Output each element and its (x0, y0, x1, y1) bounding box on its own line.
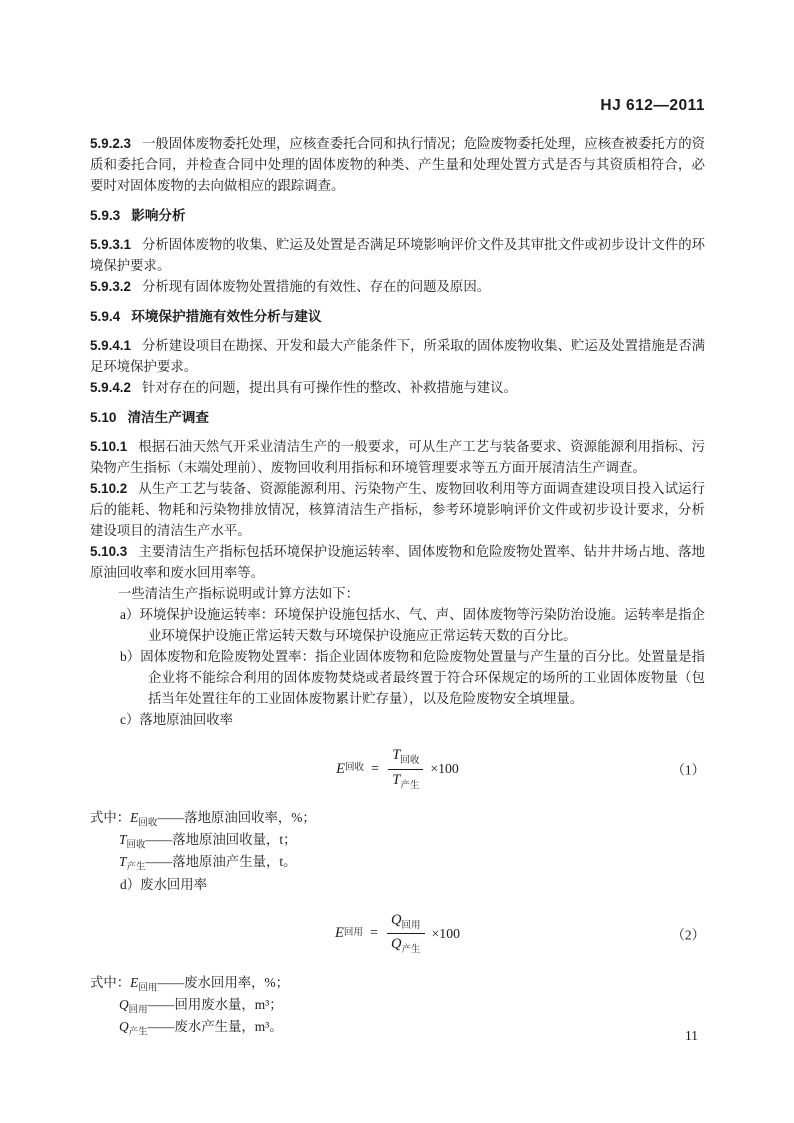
section-number: 5.9.2.3 (90, 136, 131, 151)
section-heading: 5.9.3 影响分析 (90, 208, 186, 223)
doc-code: HJ 612—2011 (600, 97, 705, 114)
equation (90, 743, 705, 795)
list-item: d）废水回用率 (120, 876, 208, 892)
math-subscript: 回收 (345, 763, 365, 774)
section-number: 5.9.4.2 (90, 380, 131, 395)
paragraph: 5.9.4.2 针对存在的问题，提出具有可操作性的整改、补救措施与建议。 (90, 380, 517, 395)
math-subscript: 产生 (400, 780, 420, 791)
paragraph: 5.9.4.1 分析建设项目在勘探、开发和最大产能条件下，所采取的固体废物收集、贮运及处置措施是否满足环境保护要求。 (90, 338, 705, 374)
paragraph: 5.9.3.1 分析固体废物的收集、贮运及处置是否满足环境影响评价文件及其审批文件或初步设计文件的环境保护要求。 (90, 237, 705, 273)
math-symbol: Q (119, 996, 129, 1012)
section-number: 5.9.3 (90, 208, 121, 223)
list-item: c）落地原油回收率 (120, 712, 234, 727)
fraction (388, 747, 423, 791)
math-subscript: 产生 (401, 944, 421, 955)
list-marker: c） (120, 712, 140, 727)
list-marker: a） (120, 607, 140, 622)
math-symbol: Q (391, 936, 402, 953)
equals-sign: = (369, 925, 379, 942)
section-number: 5.10.1 (90, 439, 128, 454)
definition-prefix: 式中： (90, 974, 131, 990)
fraction (387, 912, 425, 956)
definition-line: $Q_{产生}——$废水产生量，m³。 (119, 1018, 283, 1038)
math-subscript: 回收 (126, 840, 146, 851)
list-item: b）固体废物和危险废物处置率：指企业固体废物和危险废物处置量与产生量的百分比。处置量是指企业将不能综合利用的固体废物焚烧或者最终置于符合环保规定的场所的工业固体废物量（包括当年处置往年的工业固体废物累计贮存量），以及危险废物安全填埋量。 (120, 649, 705, 706)
fraction-denominator (388, 770, 423, 791)
list-item: a）环境保护设施运转率：环境保护设施包括水、气、声、固体废物等污染防治设施。运转率是指企业环境保护设施正常运转天数与环境保护设施应正常运转天数的百分比。 (120, 607, 706, 643)
math-subscript: 回用 (343, 927, 363, 938)
equation-body (336, 747, 459, 791)
fraction-numerator (387, 912, 425, 934)
section-number: 5.9.3.1 (90, 237, 131, 252)
definition-line: $T_{回收}——$落地原油回收量，t； (119, 832, 297, 851)
math-subscript: 回用 (401, 920, 421, 931)
math-symbol: E (336, 760, 346, 777)
definition-prefix: 式中： (90, 810, 131, 825)
list-marker: b） (120, 649, 141, 664)
math-symbol: T (392, 771, 401, 788)
math-symbol: E (130, 974, 139, 990)
equation-number: （1） (671, 762, 705, 778)
paragraph: 5.9.2.3 一般固体废物委托处理，应核查委托合同和执行情况；危险废物委托处理，应核查被委托方的资质和委托合同，并检查合同中处理的固体废物的种类、产生量和处理处置方式是否与其资质相符合，必要时对固体废物的去向做相应的跟踪调查。 (90, 136, 705, 193)
math-subscript: 回收 (138, 818, 158, 829)
document-body (90, 133, 705, 1038)
math-symbol: E (334, 925, 344, 942)
section-heading: 5.9.4 环境保护措施有效性分析与建议 (90, 309, 322, 324)
paragraph: 5.10.2 从生产工艺与装备、资源能源利用、污染物产生、废物回收利用等方面调查建设项目投入试运行后的能耗、物耗和污染物排放情况，核算清洁生产指标，参考环境影响评价文件或初步设计要求，分析建设项目的清洁生产水平。 (90, 481, 705, 538)
math-subscript: 产生 (126, 863, 146, 874)
equals-sign: = (371, 760, 380, 777)
list-marker: d） (120, 876, 141, 892)
math-symbol: E (130, 810, 139, 825)
definition-line: $Q_{回用}——$回用废水量，m³； (119, 996, 283, 1016)
section-number: 5.10.3 (90, 544, 128, 559)
fraction-denominator (387, 934, 425, 955)
math-symbol: T (392, 747, 401, 764)
multiplier: ×100 (430, 761, 459, 776)
section-heading: 5.10 清洁生产调查 (90, 410, 210, 425)
definition-line: 式中：$E_{回收}——$落地原油回收率，%； (90, 810, 316, 829)
math-symbol: Q (119, 1018, 129, 1034)
math-subscript: 回用 (128, 1005, 148, 1016)
paragraph: 一些清洁生产指标说明或计算方法如下： (118, 586, 360, 601)
paragraph: 5.10.3 主要清洁生产指标包括环境保护设施运转率、固体废物和危险废物处置率、钻井井场占地、落地原油回收率和废水回用率等。 (90, 544, 705, 580)
fraction-numerator (388, 747, 423, 769)
math-symbol: T (119, 854, 127, 870)
math-symbol: Q (391, 911, 402, 928)
section-number: 5.9.4 (90, 309, 121, 324)
section-number: 5.9.3.2 (90, 279, 131, 294)
equation (90, 908, 705, 960)
section-number: 5.10.2 (90, 481, 128, 496)
section-number: 5.9.4.1 (90, 338, 131, 353)
definition-line: $T_{产生}——$落地原油产生量，t。 (119, 854, 297, 874)
page-number: 11 (685, 1028, 698, 1043)
paragraph: 5.10.1 根据石油天然气开采业清洁生产的一般要求，可从生产工艺与装备要求、资源能源利用指标、污染物产生指标（末端处理前）、废物回收利用指标和环境管理要求等五方面开展清洁生产调查。 (90, 439, 705, 475)
math-symbol: T (119, 832, 127, 848)
multiplier: ×100 (431, 925, 461, 941)
math-subscript: 回收 (400, 756, 420, 766)
equation-body (335, 912, 460, 956)
paragraph: 5.9.3.2 分析现有固体废物处置措施的有效性、存在的问题及原因。 (90, 279, 491, 294)
section-number: 5.10 (90, 410, 117, 425)
equation-number: （2） (671, 927, 705, 943)
math-subscript: 产生 (128, 1027, 148, 1038)
math-subscript: 回用 (138, 983, 158, 994)
definition-line: 式中：$E_{回用}——$废水回用率，%； (90, 974, 290, 994)
